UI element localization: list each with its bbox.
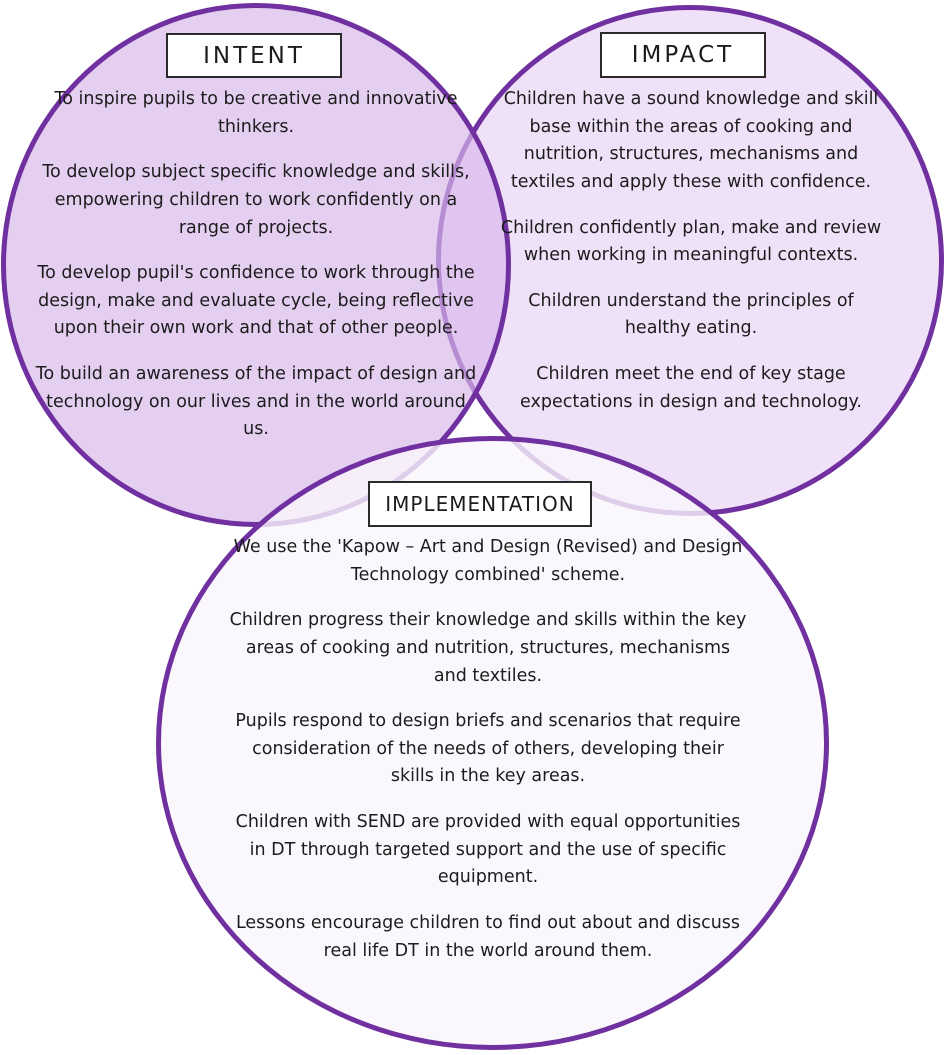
implementation-paragraph: Pupils respond to design briefs and scenarios that require consideration of the needs of others, developing their skills in the key areas. [235,711,741,787]
implementation-text-block [228,534,748,983]
intent-title-label: INTENT [203,42,305,69]
impact-title-box [600,32,766,78]
impact-paragraph: Children confidently plan, make and review when working in meaningful contexts. [500,217,882,266]
intent-paragraph: To inspire pupils to be creative and innovative thinkers. [54,89,458,137]
intent-paragraph: To build an awareness of the impact of design and technology on our lives and in the world around us. [35,364,477,440]
intent-text-block [35,86,477,462]
implementation-title-box [368,481,592,527]
impact-paragraph: Children have a sound knowledge and skill base within the areas of cooking and nutrition, structures, mechanisms and textiles and apply these with confidence. [503,89,879,192]
intent-paragraph: To develop pupil's confidence to work through the design, make and evaluate cycle, being reflective upon their own work and that of other people. [37,263,475,339]
impact-text-block [494,86,888,434]
intent-title-box [166,33,342,78]
intent-paragraph: To develop subject specific knowledge and skills, empowering children to work confidently on a range of projects. [42,162,470,238]
implementation-title-label: IMPLEMENTATION [385,492,575,516]
impact-title-label: IMPACT [631,42,735,68]
implementation-paragraph: Lessons encourage children to find out about and discuss real life DT in the world around them. [235,913,741,961]
impact-paragraph: Children understand the principles of healthy eating. [528,290,854,339]
implementation-paragraph: We use the 'Kapow – Art and Design (Revised) and Design Technology combined' scheme. [233,537,743,585]
implementation-paragraph: Children with SEND are provided with equal opportunities in DT through targeted support and the use of specific equipment. [235,812,741,888]
impact-paragraph: Children meet the end of key stage expectations in design and technology. [520,364,862,412]
implementation-paragraph: Children progress their knowledge and skills within the key areas of cooking and nutrition, structures, mechanisms and textiles. [229,610,747,686]
